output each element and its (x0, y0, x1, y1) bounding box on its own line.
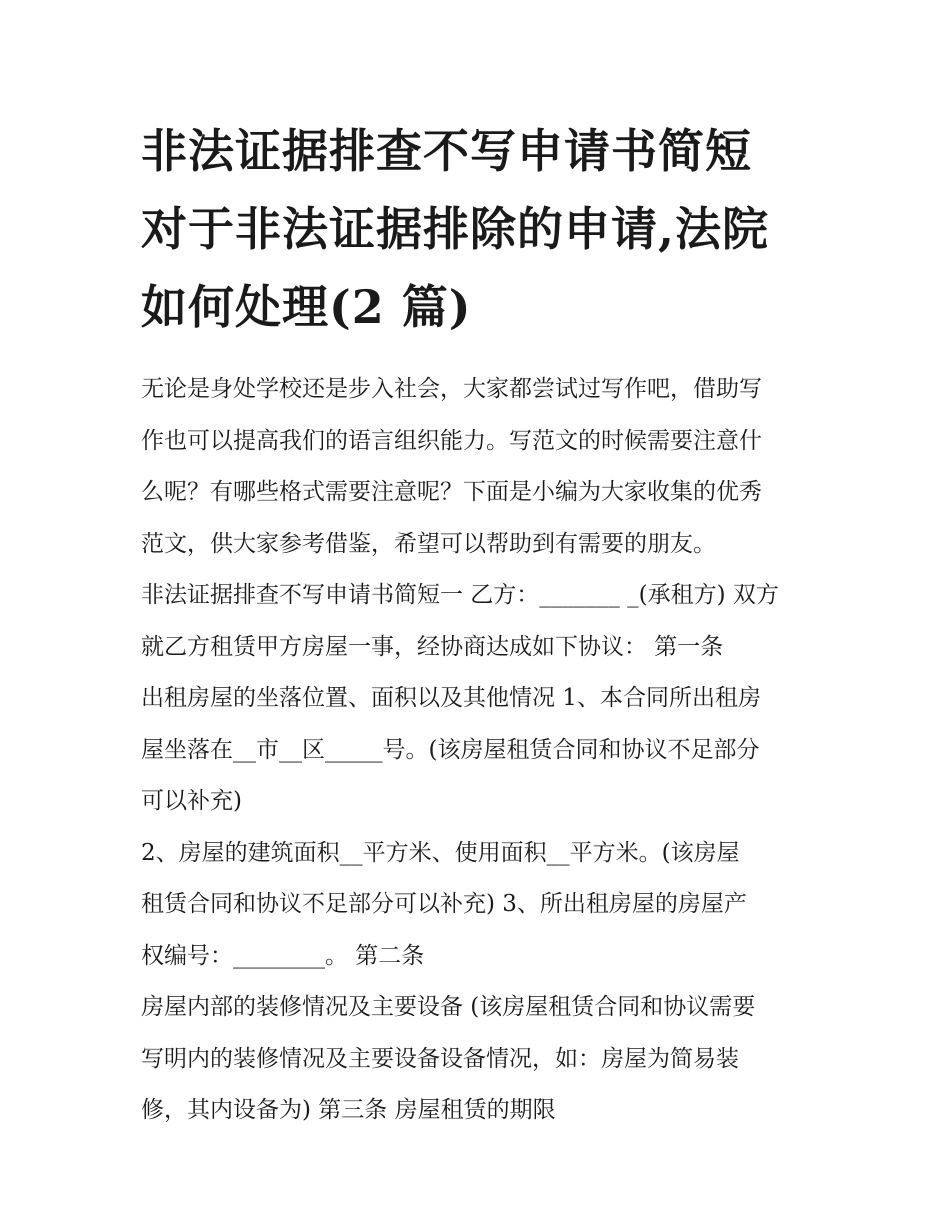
title-line: 非法证据排查不写申请书简短 (141, 124, 752, 178)
body-line: 写明内的装修情况及主要设备设备情况，如：房屋为简易装 (141, 1045, 739, 1072)
body-line: 2、房屋的建筑面积__平方米、使用面积__平方米。(该房屋 (141, 839, 740, 866)
body-line: 房屋内部的装修情况及主要设备 (该房屋租赁合同和协议需要 (141, 994, 756, 1020)
document-title (141, 112, 813, 346)
body-line: 作也可以提高我们的语言组织能力。写范文的时候需要注意什 (141, 427, 762, 454)
body-line: 权编号：________。 第二条 (141, 942, 425, 969)
body-line: 出租房屋的坐落位置、面积以及其他情况 1、本合同所出租房 (141, 685, 761, 711)
body-line: 就乙方租赁甲方房屋一事，经协商达成如下协议： 第一条 (141, 633, 724, 660)
body-line: 范文，供大家参考借鉴，希望可以帮助到有需要的朋友。 (141, 530, 716, 557)
body-line: 非法证据排查不写申请书简短一 乙方：_______ _(承租方) 双方 (141, 582, 779, 608)
document-body (141, 364, 813, 1137)
body-line: 屋坐落在__市__区_____号。(该房屋租赁合同和协议不足部分 (141, 736, 760, 763)
title-line: 如何处理(2 篇) (141, 280, 472, 334)
title-line: 对于非法证据排除的申请,法院 (141, 202, 770, 256)
body-line: 无论是身处学校还是步入社会，大家都尝试过写作吧，借助写 (141, 376, 762, 402)
document-page (141, 112, 813, 1137)
body-line: 么呢？有哪些格式需要注意呢？下面是小编为大家收集的优秀 (141, 479, 762, 505)
body-line: 可以补充) (141, 788, 242, 814)
body-line: 修，其内设备为) 第三条 房屋租赁的期限 (141, 1097, 556, 1123)
body-line: 租赁合同和协议不足部分可以补充) 3、所出租房屋的房屋产 (141, 891, 747, 917)
